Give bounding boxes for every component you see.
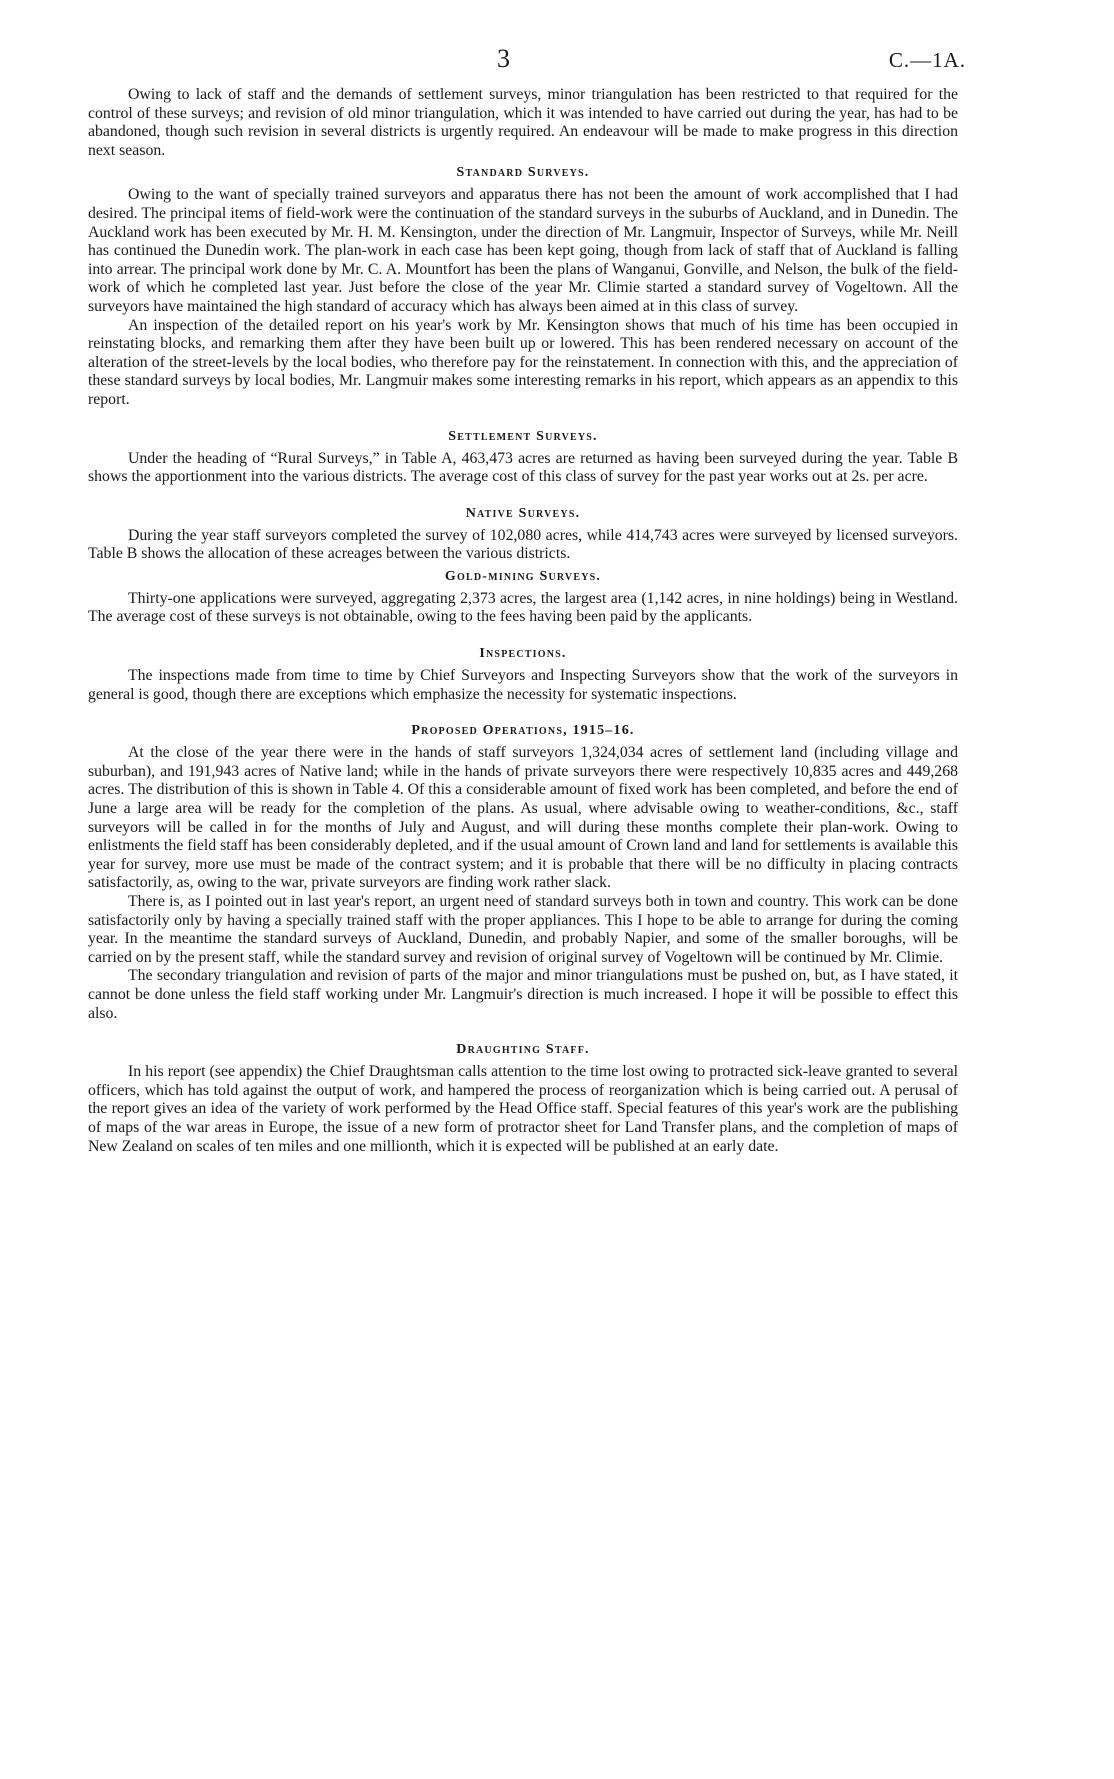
paragraph: Under the heading of “Rural Surveys,” in Table A, 463,473 acres are returned as having been surveyed during the year. Table B shows the apportionment into the various districts. The average cost of this class of survey for the past year works out at 2s. per acre. xyxy=(88,449,958,486)
paragraph: At the close of the year there were in the hands of staff surveyors 1,324,034 acres of settlement land (including village and suburban), and 191,943 acres of Native land; while in the hands of private surveyors there were respectively 10,835 acres and 449,268 acres. The distribution of this is shown in Table 4. Of this a considerable amount of fixed work has been completed, and before the end of June a large area will be ready for the completion of the plans. As usual, where advisable owing to weather-conditions, &c., staff surveyors will be called in for the months of July and August, and will during these months complete their plan-work. Owing to enlistments the field staff has been considerably depleted, and if the usual amount of Crown land and land for settlements is available this year for survey, more use must be made of the contract system; and it is probable that there will be no difficulty in placing contracts satisfactorily, as, owing to the war, private surveyors are finding work rather slack. xyxy=(88,744,958,892)
page-number: 3 xyxy=(497,44,510,73)
paragraph: The secondary triangulation and revision of parts of the major and minor triangulations must be pushed on, but, as I have stated, it cannot be done unless the field staff working under Mr. Langmuir's direction is much increased. I hope it will be possible to effect this also. xyxy=(88,967,958,1022)
section-settlement-surveys xyxy=(88,428,958,487)
section-minor-triangulation xyxy=(88,86,958,160)
paragraph: There is, as I pointed out in last year's report, an urgent need of standard surveys both in town and country. This work can be done satisfactorily only by having a specially trained staff with the proper appliances. This I hope to be able to arrange for during the coming year. In the meantime the standard surveys of Auckland, Dunedin, and probably Napier, and some of the smaller boroughs, will be carried on by the present staff, while the standard survey and revision of original survey of Vogeltown will be continued by Mr. Climie. xyxy=(88,893,958,966)
section-draughting-staff xyxy=(88,1041,958,1156)
document-code: C.—1A. xyxy=(888,48,966,72)
section-heading: Standard Surveys. xyxy=(456,165,590,181)
section-heading: Inspections. xyxy=(479,646,567,662)
paragraph: In his report (see appendix) the Chief Draughtsman calls attention to the time lost owing to protracted sick-leave granted to several officers, which has told against the output of work, and hampered the process of reorganization which is being carried out. A perusal of the report gives an idea of the variety of work performed by the Head Office staff. Special features of this year's work are the publishing of maps of the war areas in Europe, the issue of a new form of protractor sheet for Land Transfer plans, and the completion of maps of New Zealand on scales of ten miles and one millionth, which it is expected will be published at an early date. xyxy=(88,1063,958,1155)
section-heading: Gold-mining Surveys. xyxy=(444,568,602,584)
section-standard-surveys xyxy=(88,164,958,409)
section-heading: Native Surveys. xyxy=(465,505,581,521)
section-heading: Draughting Staff. xyxy=(456,1042,590,1058)
section-heading: Settlement Surveys. xyxy=(448,428,598,444)
section-inspections xyxy=(88,645,958,704)
paragraph: Thirty-one applications were surveyed, aggregating 2,373 acres, the largest area (1,142 acres, in nine holdings) being in Westland. The average cost of these surveys is not obtainable, owing to the fees having been paid by the applicants. xyxy=(88,589,958,626)
section-gold-mining-surveys xyxy=(88,568,958,627)
paragraph: Owing to lack of staff and the demands of settlement surveys, minor triangulation has been restricted to that required for the control of these surveys; and revision of old minor triangulation, which it was intended to have carried out during the year, has had to be abandoned, though such revision in several districts is urgently required. An endeavour will be made to make progress in this direction next season. xyxy=(88,86,958,159)
paragraph: An inspection of the detailed report on his year's work by Mr. Kensington shows that much of his time has been occupied in reinstating blocks, and remarking them after they have been built up or lowered. This has been rendered necessary on account of the alteration of the street-levels by the local bodies, who therefore pay for the reinstatement. In connection with this, and the appreciation of these standard surveys by local bodies, Mr. Langmuir makes some interesting remarks in his report, which appears as an appendix to this report. xyxy=(88,316,958,408)
section-proposed-operations xyxy=(88,722,958,1023)
document-page xyxy=(88,44,966,1156)
section-native-surveys xyxy=(88,505,958,564)
section-heading: Proposed Operations, 1915–16. xyxy=(411,723,635,739)
paragraph: During the year staff surveyors completed the survey of 102,080 acres, while 414,743 acres were surveyed by licensed surveyors. Table B shows the allocation of these acreages between the various districts. xyxy=(88,526,958,563)
paragraph: Owing to the want of specially trained surveyors and apparatus there has not been the amount of work accomplished that I had desired. The principal items of field-work were the continuation of the standard surveys in the suburbs of Auckland, and in Dunedin. The Auckland work has been executed by Mr. H. M. Kensington, under the direction of Mr. Langmuir, Inspector of Surveys, while Mr. Neill has continued the Dunedin work. The plan-work in each case has been kept going, though from lack of staff that of Auckland is falling into arrear. The principal work done by Mr. C. A. Mountfort has been the plans of Wanganui, Gonville, and Nelson, the bulk of the field-work of which he completed last year. Just before the close of the year Mr. Climie started a standard survey of Vogeltown. All the surveyors have maintained the high standard of accuracy which has always been aimed at in this class of survey. xyxy=(88,186,958,315)
paragraph: The inspections made from time to time by Chief Surveyors and Inspecting Surveyors show that the work of the surveyors in general is good, though there are exceptions which emphasize the necessity for systematic inspections. xyxy=(88,667,958,703)
page-header xyxy=(88,44,966,86)
